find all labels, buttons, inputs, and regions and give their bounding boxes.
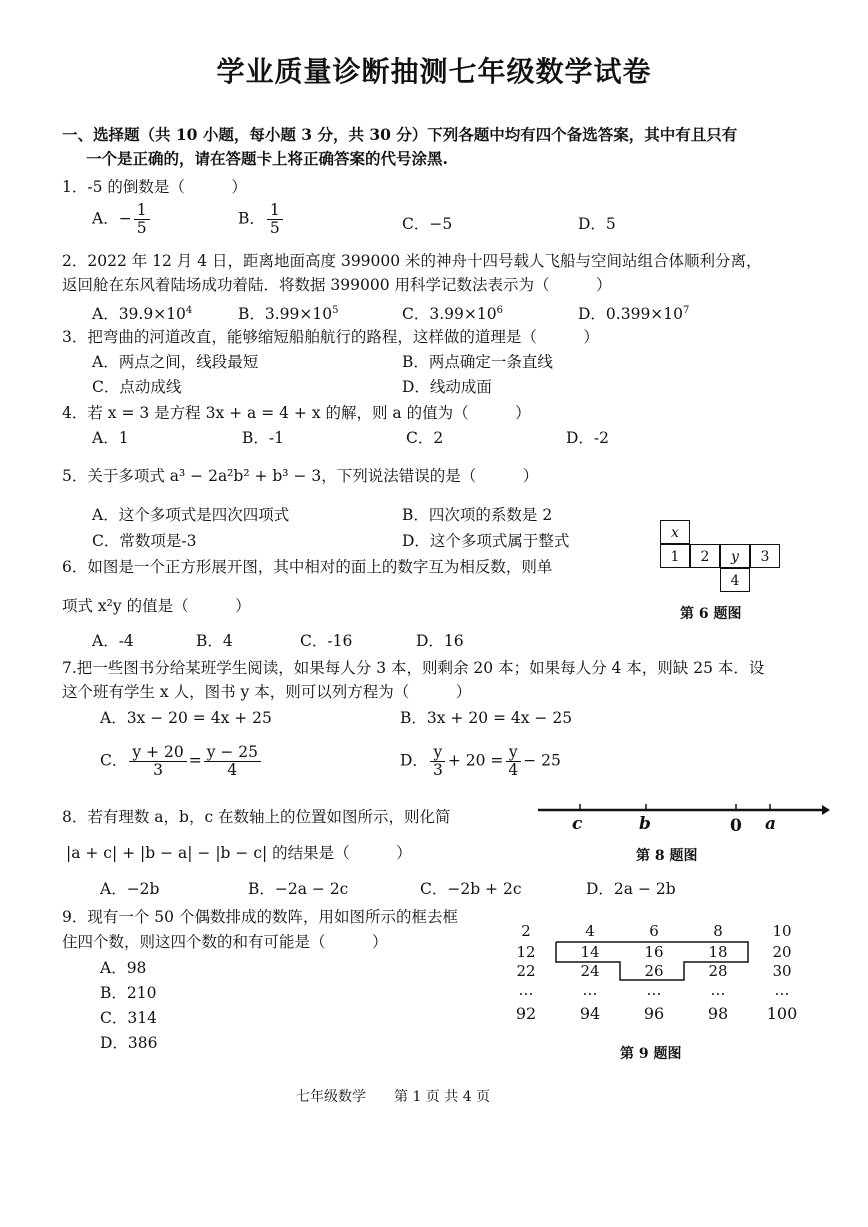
q9-option-c: C．314 [100,1009,157,1027]
q5-option-b: B．四次项的系数是 2 [402,506,553,524]
fraction [129,744,186,779]
q3-option-c: C．点动成线 [92,378,182,396]
grid-cell: 24 [580,962,600,980]
q7-option-c [100,744,263,779]
option-text: B．3.99×10 [238,305,333,324]
option-text: C．3.99×10 [402,305,497,324]
denominator: 3 [432,761,443,780]
numerator: y + 20 [129,744,186,762]
q6-line2: 项式 x²y 的值是（ ） [62,597,251,615]
denominator: 4 [508,761,519,780]
numerator: y [430,744,445,762]
grid-cell: 28 [708,962,728,980]
q3-option-d: D．线动成面 [402,378,492,396]
grid-cell: … [710,981,726,999]
net-cell-3: 3 [750,544,780,568]
number-line-label-b: b [639,814,651,834]
minus-term: − 25 [523,751,561,770]
numerator: y [506,744,521,762]
q5-stem: 5．关于多项式 a³ − 2a²b² + b³ − 3，下列说法错误的是（ ） [62,467,539,485]
q3-option-a: A．两点之间，线段最短 [92,353,259,371]
q1-option-a [92,202,152,237]
grid-cell: 18 [708,943,728,961]
q3-option-b: B．两点确定一条直线 [402,353,553,371]
q8-line2: |a + c| + |b − a| − |b − c| 的结果是（ ） [66,844,412,862]
section-instruction-line2: 一个是正确的，请在答题卡上将正确答案的代号涂黑. [86,149,448,168]
section-instruction-line1: 一、选择题（共 10 小题，每小题 3 分，共 30 分）下列各题中均有四个备选答案，其中有且只有 [62,125,738,144]
q8-option-c: C．−2b + 2c [420,880,522,898]
net-cell-2: 2 [690,544,720,568]
q9-line2: 住四个数，则这四个数的和有可能是（ ） [62,933,388,951]
grid-cell: 26 [644,962,664,980]
q7-option-d [400,744,561,779]
q6-option-c: C．-16 [300,632,353,650]
fraction [267,202,283,237]
option-label: B． [238,209,265,228]
minus-sign: − [118,209,132,228]
page-title: 学业质量诊断抽测七年级数学试卷 [216,55,652,88]
fraction [204,744,261,779]
q2-option-d [578,300,689,325]
q9-option-a: A．98 [100,959,147,977]
grid-cell: 10 [772,922,792,940]
q6-option-b: B．4 [196,632,233,650]
q8-option-d: D．2a − 2b [586,880,676,898]
figure-caption: 第 9 题图 [620,1046,682,1062]
fraction [134,202,150,237]
option-text: A．39.9×10 [92,305,186,324]
q4-stem: 4．若 x = 3 是方程 3x + a = 4 + x 的解，则 a 的值为（ ） [62,404,531,422]
grid-cell: 12 [516,943,536,961]
option-label: C． [100,751,128,770]
number-line-label-c: c [572,814,583,834]
grid-cell: 14 [580,943,600,961]
q6-option-d: D．16 [416,632,464,650]
q7-line2: 这个班有学生 x 人，图书 y 本，则可以列方程为（ ） [62,683,472,701]
q5-option-c: C．常数项是-3 [92,532,197,550]
q1-option-d: D．5 [578,215,616,233]
grid-cell: 22 [516,962,536,980]
denominator: 4 [227,761,238,780]
page-footer: 七年级数学 第 1 页 共 4 页 [296,1089,491,1105]
net-cell-4: 4 [720,568,750,592]
exponent: 5 [332,305,339,316]
denominator: 3 [153,761,163,780]
q4-option-d: D．-2 [566,429,610,447]
q4-option-c: C．2 [406,429,444,447]
grid-cell: 92 [515,1004,537,1023]
q6-line1: 6．如图是一个正方形展开图，其中相对的面上的数字互为相反数，则单 [62,558,553,576]
q9-line1: 9．现有一个 50 个偶数排成的数阵，用如图所示的框去框 [62,908,458,926]
grid-cell: 30 [772,962,792,980]
denominator: 5 [136,219,147,238]
q9-option-b: B．210 [100,984,157,1002]
figure-caption: 第 6 题图 [680,606,742,622]
q9-option-d: D．386 [100,1034,158,1052]
q2-option-b [238,300,339,325]
q7-option-a: A．3x − 20 = 4x + 25 [100,709,272,727]
numerator: 1 [134,202,150,220]
grid-cell: 96 [643,1004,665,1023]
q7-option-b: B．3x + 20 = 4x − 25 [400,709,573,727]
grid-cell: 4 [585,922,595,940]
numerator: y − 25 [204,744,261,762]
q8-option-b: B．−2a − 2c [248,880,349,898]
net-cell-x: x [660,520,690,544]
q8-option-a: A．−2b [100,880,160,898]
option-label: D． [400,751,428,770]
grid-cell: 94 [579,1004,601,1023]
net-cell-y: y [720,544,750,568]
q2-option-c [402,300,503,325]
fraction [430,744,446,779]
q2-line2: 返回舱在东风着陆场成功着陆．将数据 399000 用科学记数法表示为（ ） [62,276,612,294]
grid-cell: 16 [644,943,664,961]
q5-option-a: A．这个多项式是四次四项式 [92,506,290,524]
number-line-label-a: a [765,814,777,834]
q3-stem: 3．把弯曲的河道改直，能够缩短船舶航行的路程，这样做的道理是（ ） [62,328,599,346]
fraction [505,744,521,779]
option-text: D．0.399×10 [578,305,684,324]
grid-cell: 20 [772,943,792,961]
q5-option-d: D．这个多项式属于整式 [402,532,570,550]
grid-cell: … [582,981,598,999]
q1-option-c: C．−5 [402,215,453,233]
net-cell-1: 1 [660,544,690,568]
frame-outline [556,942,748,980]
figure-caption: 第 8 题图 [636,848,698,864]
q8-line1: 8．若有理数 a，b，c 在数轴上的位置如图所示，则化简 [62,808,451,826]
q2-line1: 2．2022 年 12 月 4 日，距离地面高度 399000 米的神舟十四号载人飞船与空间站组合体顺利分离， [62,252,762,270]
grid-cell: … [646,981,662,999]
arrow-icon [822,805,830,815]
grid-cell: 100 [766,1004,798,1023]
grid-cell: 6 [649,922,659,940]
grid-cell: 98 [707,1004,729,1023]
selection-frame [550,938,760,984]
number-line-label-0: 0 [730,816,742,836]
exponent: 7 [683,305,690,316]
plus-equals: + 20 = [447,751,504,770]
numerator: 1 [267,202,283,220]
q7-line1: 7.把一些图书分给某班学生阅读，如果每人分 3 本，则剩余 20 本；如果每人分 4 本，则缺 25 本．设 [62,659,765,677]
q4-option-a: A．1 [92,429,129,447]
q1-stem: 1．-5 的倒数是（ ） [62,178,247,196]
grid-cell: … [518,981,534,999]
exponent: 4 [185,305,193,316]
q2-option-a [92,300,192,325]
option-label: A． [92,209,119,228]
equals-sign: = [188,751,202,770]
denominator: 5 [269,219,280,238]
q4-option-b: B．-1 [242,429,284,447]
exponent: 6 [496,305,503,316]
grid-cell: … [774,981,790,999]
q6-option-a: A．-4 [92,632,134,650]
grid-cell: 2 [521,922,531,940]
grid-cell: 8 [713,922,723,940]
q1-option-b [238,202,285,237]
